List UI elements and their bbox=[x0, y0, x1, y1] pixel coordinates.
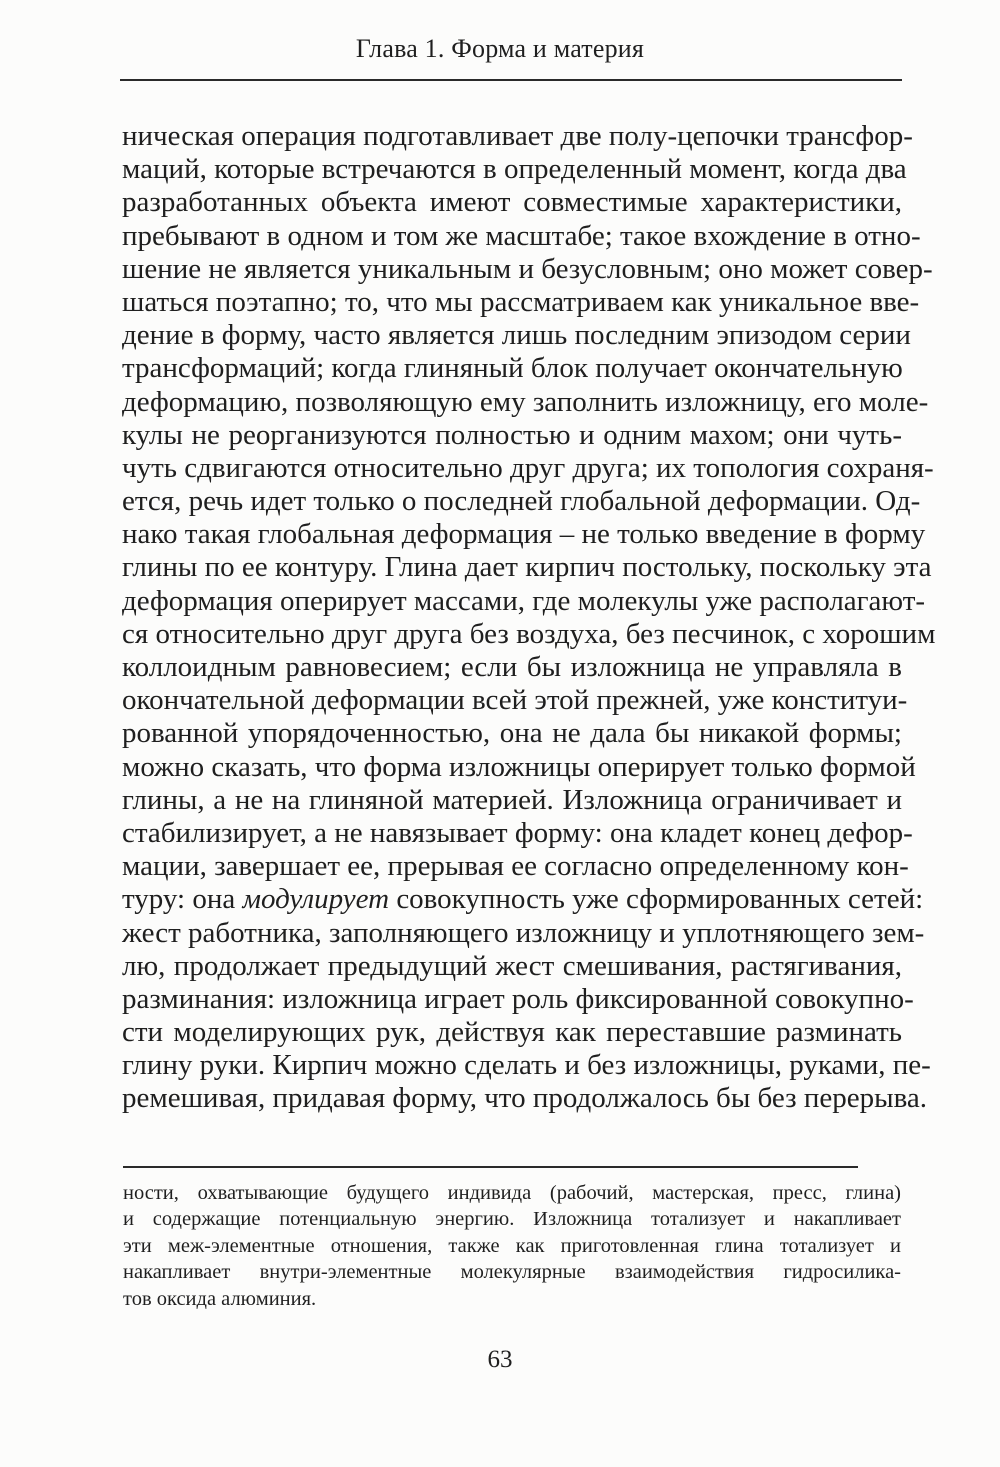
text-line: ся относительно друг друга без воздуха, без песчинок, с хорошим bbox=[122, 617, 936, 650]
text-line: рованной упорядоченностью, она не дала бы никакой формы; bbox=[122, 717, 902, 750]
running-head-title: Глава 1. Форма и материя bbox=[355, 34, 645, 63]
text-fragment: совокупность уже сформированных сетей: bbox=[396, 883, 924, 916]
footnote-line: ности, охватывающие будущего индивида (рабочий, мастерская, пресс, глина) bbox=[123, 1182, 901, 1204]
text-line: нако такая глобальная деформация – не только введение в форму bbox=[122, 518, 926, 551]
text-line: разработанных объекта имеют совместимые характеристики, bbox=[122, 186, 902, 219]
text-line: пребывают в одном и том же масштабе; такое вхождение в отно- bbox=[122, 219, 921, 252]
text-line: жест работника, заполняющего изложницу и уплотняющего зем- bbox=[122, 916, 925, 949]
text-line: глины по ее контуру. Глина дает кирпич постольку, поскольку эта bbox=[122, 551, 932, 584]
text-line: чуть сдвигаются относительно друг друга; их топология сохраня- bbox=[122, 451, 934, 484]
text-line: маций, которые встречаются в определенный момент, когда два bbox=[122, 153, 907, 186]
text-line: шаться поэтапно; то, что мы рассматриваем как уникальное вве- bbox=[122, 285, 920, 318]
italic-term: модулирует bbox=[242, 883, 390, 916]
text-line: окончательной деформации всей этой прежней, уже конституи- bbox=[122, 684, 908, 717]
text-line: глину руки. Кирпич можно сделать и без изложницы, руками, пе- bbox=[122, 1049, 931, 1082]
text-line: ется, речь идет только о последней глобальной деформации. Од- bbox=[122, 485, 921, 518]
footnote-line: накапливает внутри-элементные молекулярные взаимодействия гидросилика- bbox=[123, 1261, 901, 1284]
text-line: дение в форму, часто является лишь последним эпизодом серии bbox=[122, 319, 911, 352]
footnote-line: и содержащие потенциальную энергию. Изложница тотализует и накапливает bbox=[123, 1208, 901, 1231]
text-line: стабилизирует, а не навязывает форму: она кладет конец дефор- bbox=[122, 816, 913, 849]
footnote-line: тов оксида алюминия. bbox=[123, 1287, 317, 1310]
page-number: 63 bbox=[487, 1346, 513, 1373]
text-line: разминания: изложница играет роль фиксированной совокупно- bbox=[122, 982, 914, 1015]
text-line: ремешивая, придавая форму, что продолжалось бы без перерыва. bbox=[122, 1082, 928, 1115]
text-line: мации, завершает ее, прерывая ее согласно определенному кон- bbox=[122, 850, 909, 883]
text-line: глины, а не на глиняной материей. Изложница ограничивает и bbox=[122, 783, 902, 816]
text-line: кулы не реорганизуются полностью и одним махом; они чуть- bbox=[122, 418, 902, 451]
footnote-line: эти меж-элементные отношения, также как приготовленная глина тотализует и bbox=[123, 1234, 901, 1257]
text-fragment: туру: она bbox=[122, 883, 236, 916]
text-line: коллоидным равновесием; если бы изложница не управляла в bbox=[122, 651, 902, 683]
text-line: лю, продолжает предыдущий жест смешивания, растягивания, bbox=[122, 949, 902, 982]
text-line: сти моделирующих рук, действуя как переставшие разминать bbox=[122, 1016, 902, 1049]
text-line: деформацию, позволяющую ему заполнить изложницу, его моле- bbox=[122, 385, 929, 418]
footnote bbox=[123, 1180, 901, 1312]
text-line-with-italic bbox=[122, 883, 924, 916]
footnote-rule bbox=[123, 1166, 858, 1168]
header-rule bbox=[120, 79, 902, 81]
text-line: трансформаций; когда глиняный блок получает окончательную bbox=[122, 352, 903, 385]
text-line: деформация оперирует массами, где молекулы уже располагают- bbox=[122, 584, 926, 617]
text-line: можно сказать, что форма изложницы оперирует только формой bbox=[122, 750, 916, 783]
text-line: ническая операция подготавливает две полу-цепочки трансфор- bbox=[122, 120, 913, 152]
main-text bbox=[122, 120, 936, 1116]
text-line: шение не является уникальным и безусловным; оно может совер- bbox=[122, 252, 933, 285]
